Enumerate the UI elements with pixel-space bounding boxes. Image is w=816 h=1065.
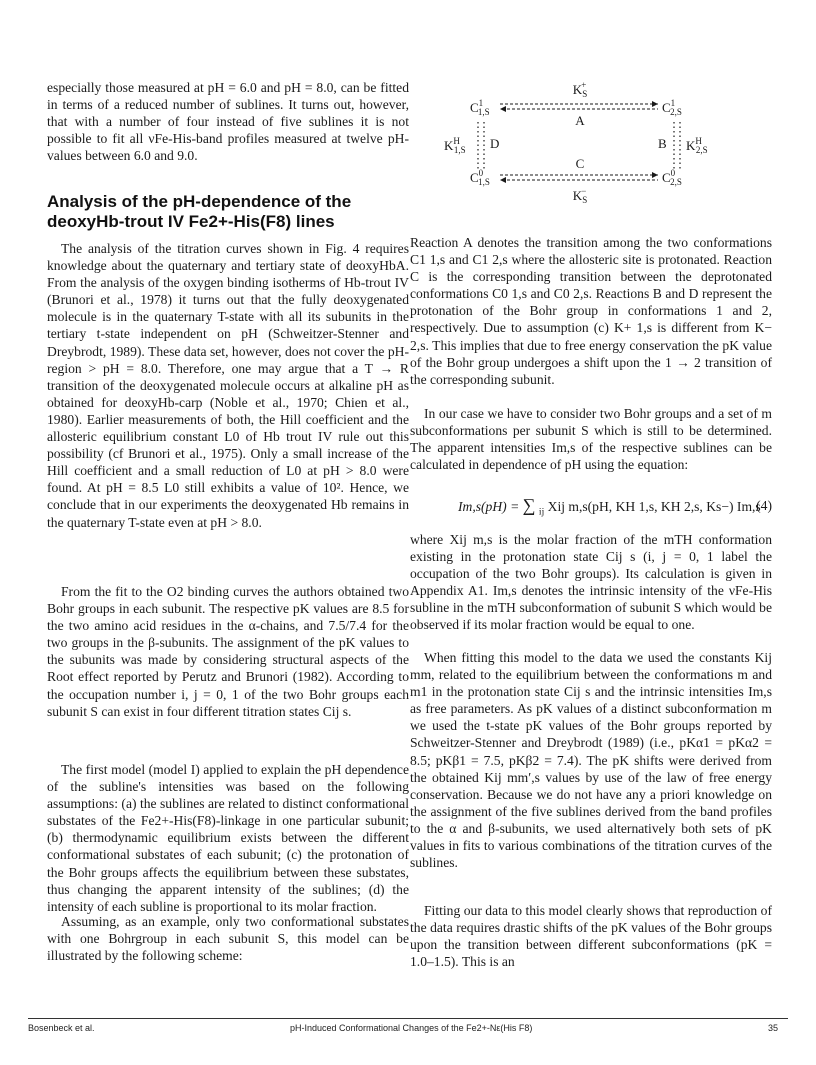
state-c1-2s: $C^1$ 2,S [662, 98, 682, 117]
footer-title: pH-Induced Conformational Changes of the Fe2+-Nε(His F8) [290, 1023, 533, 1033]
paragraph-intro: especially those measured at pH = 6.0 and pH = 8.0, can be fitted in terms of a reduced number of sublines. It turns out, however, that with a number of four instead of five sublines it is not possible to fit all νFe-His-band profiles measured at twelve pH-values between 6.0 and 9.0. [47, 80, 409, 164]
paragraph-titration: The analysis of the titration curves shown in Fig. 4 requires knowledge about the quaternary and tertiary state of deoxyHbA. From the analysis of the oxygen binding isotherms of Hb-trout IV (Brunori et al., 1978) it turns out that the fully deoxygenated molecule is in the quaternary T-state with all its subunits in the tertiary t-state independent on pH (Schweitzer-Stenner and Dreybrodt, 1989). These data set, however, does not cover the pH-region > pH = 8.0. Therefore, one may argue that a T → R transition of the deoxygenated molecule occurs at alkaline pH as obtained for deoxyHb-carp (Noble et al., 1970; Chien et al., 1980). Earlier measurements of both, the Hill coefficient and the allosteric equilibrium constant L0 of Hb trout IV rule out this possibility (cf Brunori et al., 1975). Only a small increase of the Hill coefficient and a small reduction of L0 at pH > 8.0 were found. At pH = 8.5 L0 still exhibits a value of 10². Hence, we conclude that in our experiments the deoxygenated Hb remains in the quaternary T-state even at pH > 8.0. [47, 241, 409, 530]
footer-authors: Bosenbeck et al. [28, 1023, 95, 1033]
paragraph-fitting-model: When fitting this model to the data we used the constants Kij mm, related to the equilibrium between the conformations m and m1 in the protonation state Cij s and the intrinsic intensities Im,s as free parameters. As pK values of a distinct subconformation m we used the t-state pK values of the Bohr groups reported by Schweitzer-Stenner and Dreybrodt (1989) (i.e., pKα1 = pKα2 = 8.5; pKβ1 = 7.5, pKβ2 = 7.4). The pK shifts were derived from the obtained Kij mm′,s values by use of the law of free energy conservation. Because we do not have any a priori knowledge on the assignment of the five sublines derived from the band profiles to the α and β-subunits, we used alternatively both sets of pK values in fits to various combinations of the titration curves of the sublines. [410, 650, 772, 871]
equation-number: (4) [756, 498, 772, 513]
paragraph-apparent-intensities: In our case we have to consider two Bohr groups and a set of m subconformations per subunit S which is still to be determined. The apparent intensities Im,s of the respective sublines can be calculated in dependence of pH using the equation: [410, 406, 772, 473]
paragraph-molar-fraction: where Xij m,s is the molar fraction of the mTH conformation existing in the protonation state Cij s (i, j = 0, 1 label the occupation of the two Bohr groups). Its calculation is given in Appendix A1. Im,s denotes the intrinsic intensity of the νFe-His subline in the mTH subconformation of subunit S which would be observed if its molar fraction would be equal to one. [410, 532, 772, 633]
reaction-b-label: B [658, 136, 667, 151]
equation-sum-symbol: ∑ [522, 495, 536, 515]
paragraph-model-one: The first model (model I) applied to explain the pH dependence of the subline's intensities was based on the following assumptions: (a) the sublines are related to distinct conformational substates of the Fe2+-His(F8)-linkage in one particular subunit; (b) thermodynamic equilibrium exists between the different conformational substates of each subunit; (c) the protonation of the Bohr groups affects the equilibrium between these substates, thus changing the apparent intensity of the sublines; (d) the intensity of each subline is proportional to its molar fraction. [47, 762, 409, 914]
paragraph-bohr-groups: From the fit to the O2 binding curves the authors obtained two Bohr groups in each subunit. The respective pK values are 8.5 for the two amino acid residues in the α-chains, and 7.5/7.4 for the two groups in the β-subunits. The assignment of the pK values to the subunits was made by considering structural aspects of the Root effect reported by Perutz and Brunori (1982). According to the occupation number i, j = 0, 1 of the two Bohr groups each subunit S can exist in four different titration states Cij s. [47, 584, 409, 719]
reaction-a-label: A [575, 113, 585, 128]
state-c0-2s: $C^0$ 2,S [662, 168, 682, 187]
state-c1-1s: $C^1$ 1,S [470, 98, 490, 117]
paragraph-scheme-intro: Assuming, as an example, only two conformational substates with one Bohrgroup in each subunit S, this model can be illustrated by the following scheme: [47, 914, 409, 964]
constant-ks-minus: $K_S-$ [572, 186, 588, 205]
reaction-d-label: D [490, 136, 500, 151]
equation-rhs: Xij m,s(pH, KH 1,s, KH 2,s, Ks−) Im,s [547, 499, 761, 514]
constant-ks-plus: $K_S+$ [572, 82, 588, 99]
constant-kh-2s: $K^H$ 2,S [686, 136, 708, 155]
equation-lhs: Im,s(pH) = [458, 499, 523, 514]
footer-rule [28, 1018, 788, 1019]
paragraph-reactions: Reaction A denotes the transition among the two conformations C1 1,s and C1 2,s where the allosteric site is protonated. Reaction C is the corresponding transition between the deprotonated conformations C0 1,s and C0 2,s. Reactions B and D represent the protonation of the Bohr group in conformations 1 and 2, respectively. Due to assumption (c) K+ 1,s is different from K− 2,s. This implies that due to free energy conservation the pK value of the Bohr group undergoes a shift upon the 1 → 2 transition of the corresponding subunit. [410, 235, 772, 387]
reaction-scheme [430, 82, 730, 232]
section-heading: Analysis of the pH-dependence of the deoxyHb-trout IV Fe2+-His(F8) lines [47, 192, 352, 231]
reaction-c-label: C [575, 156, 585, 171]
equation-sum-index: ij [538, 507, 545, 518]
paragraph-fitting-results: Fitting our data to this model clearly shows that reproduction of the data requires drastic shifts of the pK values of the Bohr groups upon the transition between different subconformations (pK = 1.0–1.5). This is an [410, 903, 772, 970]
constant-kh-1s: $K^H$ 1,S [444, 136, 466, 155]
footer-page-number: 35 [768, 1023, 779, 1033]
equation-body [458, 495, 761, 518]
state-c0-1s: $C^0$ 1,S [470, 168, 490, 187]
